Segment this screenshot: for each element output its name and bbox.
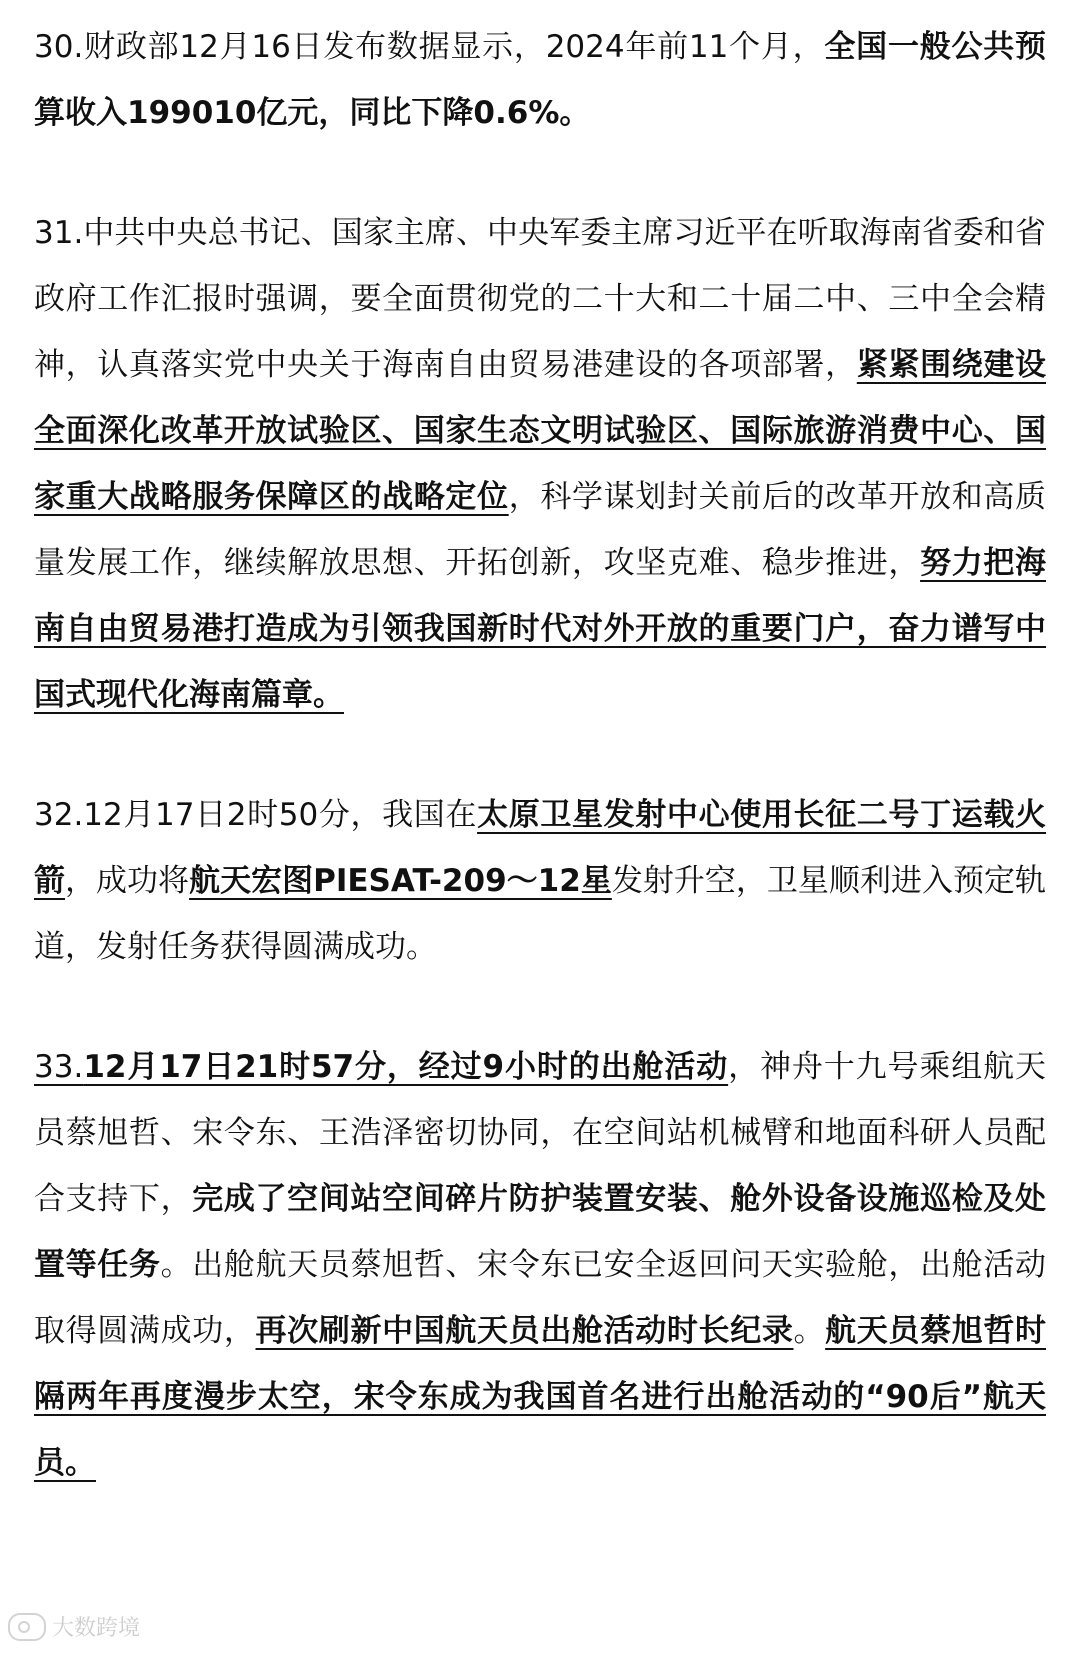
text-segment: 33. [34, 1049, 84, 1085]
news-item-32 [34, 782, 1046, 980]
text-segment: ，神舟十九号乘组航天员蔡旭哲、宋令东、王浩泽密切协同，在空间站机械臂和地面科研人员配合支持下， [34, 1049, 1046, 1217]
text-segment: 太原卫星发射中心使用长征二号丁运载火箭 [34, 797, 1046, 899]
text-segment: 全国一般公共预算收入199010亿元，同比下降0.6%。 [34, 29, 1047, 131]
text-segment: 航天宏图PIESAT-209～12星 [189, 863, 612, 899]
news-item-30 [34, 14, 1046, 146]
text-segment: ，成功将 [65, 863, 190, 899]
text-segment: ，科学谋划封关前后的改革开放和高质量发展工作，继续解放思想、开拓创新，攻坚克难、稳步推进， [34, 479, 1047, 581]
text-segment: 31.中共中央总书记、国家主席、中央军委主席习近平在听取海南省委和省政府工作汇报时强调，要全面贯彻党的二十大和二十届二中、三中全会精神，认真落实党中央关于海南自由贸易港建设的各项部署， [34, 215, 1046, 383]
watermark-text: 大数跨境 [52, 1616, 141, 1641]
text-segment: 12月17日21时57分，经过9小时的出舱活动 [83, 1049, 729, 1085]
text-segment: 。 [793, 1313, 826, 1349]
text-segment: 紧紧围绕建设全面深化改革开放试验区、国家生态文明试验区、国际旅游消费中心、国家重大战略服务保障区的战略定位 [34, 347, 1047, 515]
brand-logo-icon [8, 1613, 46, 1641]
text-segment: 完成了空间站空间碎片防护装置安装、舱外设备设施巡检及处置等任务 [34, 1181, 1047, 1283]
news-item-33 [34, 1034, 1046, 1496]
text-segment: 30.财政部12月16日发布数据显示，2024年前11个月， [34, 29, 825, 65]
text-segment: 努力把海南自由贸易港打造成为引领我国新时代对外开放的重要门户，奋力谱写中国式现代化海南篇章。 [34, 545, 1046, 713]
watermark [8, 1611, 140, 1642]
text-segment: 32.12月17日2时50分，我国在 [34, 797, 478, 833]
text-segment: 航天员蔡旭哲时隔两年再度漫步太空，宋令东成为我国首名进行出舱活动的“90后”航天员。 [34, 1313, 1047, 1481]
text-segment: 发射升空，卫星顺利进入预定轨道，发射任务获得圆满成功。 [34, 863, 1047, 965]
text-segment: 。出舱航天员蔡旭哲、宋令东已安全返回问天实验舱，出舱活动取得圆满成功， [34, 1247, 1047, 1349]
document-body [34, 14, 1046, 1496]
text-segment: 再次刷新中国航天员出舱活动时长纪录 [255, 1313, 794, 1349]
news-item-31 [34, 200, 1046, 728]
